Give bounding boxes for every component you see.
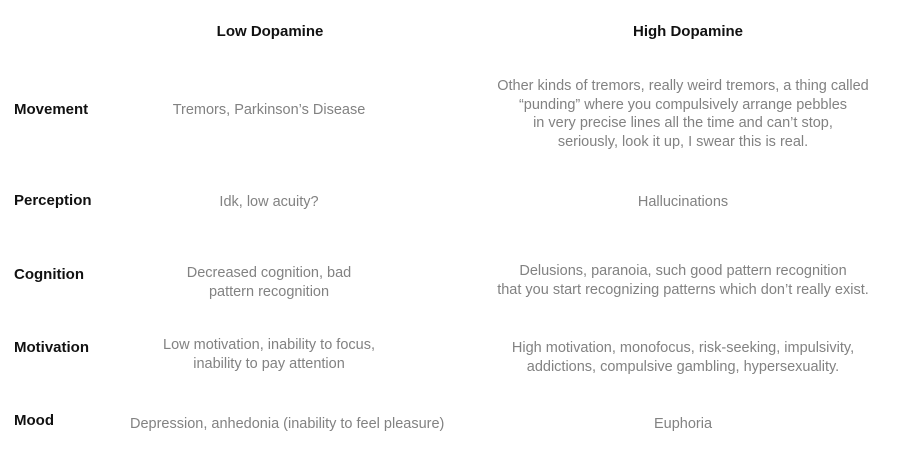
cell-line: Euphoria bbox=[653, 416, 713, 432]
cell-line: Delusions, paranoia, such good pattern recognition bbox=[519, 263, 847, 279]
cell-line: Tremors, Parkinson’s Disease bbox=[172, 102, 366, 118]
column-header-high-dopamine: High Dopamine bbox=[632, 23, 743, 40]
cell-line: pattern recognition bbox=[208, 283, 330, 300]
cell-line: Idk, low acuity? bbox=[219, 194, 319, 210]
cell-line: that you start recognizing patterns which don’t really exist. bbox=[497, 281, 869, 298]
cell-line: High motivation, monofocus, risk-seeking, impulsivity, bbox=[511, 340, 855, 356]
row-label-movement: Movement bbox=[14, 101, 89, 118]
cell-line: Depression, anhedonia (inability to feel pleasure) bbox=[130, 416, 445, 432]
cell-movement-low bbox=[130, 101, 408, 120]
cell-motivation-high bbox=[478, 339, 888, 376]
cell-line: addictions, compulsive gambling, hypersexuality. bbox=[526, 358, 840, 375]
cell-line: “punding” where you compulsively arrange pebbles bbox=[518, 96, 848, 113]
cell-line: Decreased cognition, bad bbox=[186, 265, 352, 281]
row-label-mood: Mood bbox=[14, 412, 54, 429]
cell-perception-low bbox=[130, 193, 408, 212]
cell-cognition-low bbox=[130, 264, 408, 301]
row-label-perception: Perception bbox=[14, 192, 92, 209]
cell-line: in very precise lines all the time and can’t stop, bbox=[533, 115, 833, 131]
cell-perception-high bbox=[478, 193, 888, 212]
cell-cognition-high bbox=[478, 262, 888, 299]
cell-line: seriously, look it up, I swear this is real. bbox=[557, 133, 809, 150]
column-header-low-dopamine: Low Dopamine bbox=[216, 23, 324, 40]
cell-line: Low motivation, inability to focus, bbox=[163, 337, 375, 353]
cell-line: Other kinds of tremors, really weird tremors, a thing called bbox=[497, 78, 869, 94]
cell-motivation-low bbox=[130, 336, 408, 373]
cell-line: inability to pay attention bbox=[193, 355, 345, 372]
cell-movement-high bbox=[478, 77, 888, 151]
cell-mood-low bbox=[130, 415, 445, 434]
row-label-cognition: Cognition bbox=[14, 266, 84, 283]
cell-line: Hallucinations bbox=[637, 194, 729, 210]
cell-mood-high bbox=[478, 415, 888, 434]
row-label-motivation: Motivation bbox=[14, 339, 89, 356]
